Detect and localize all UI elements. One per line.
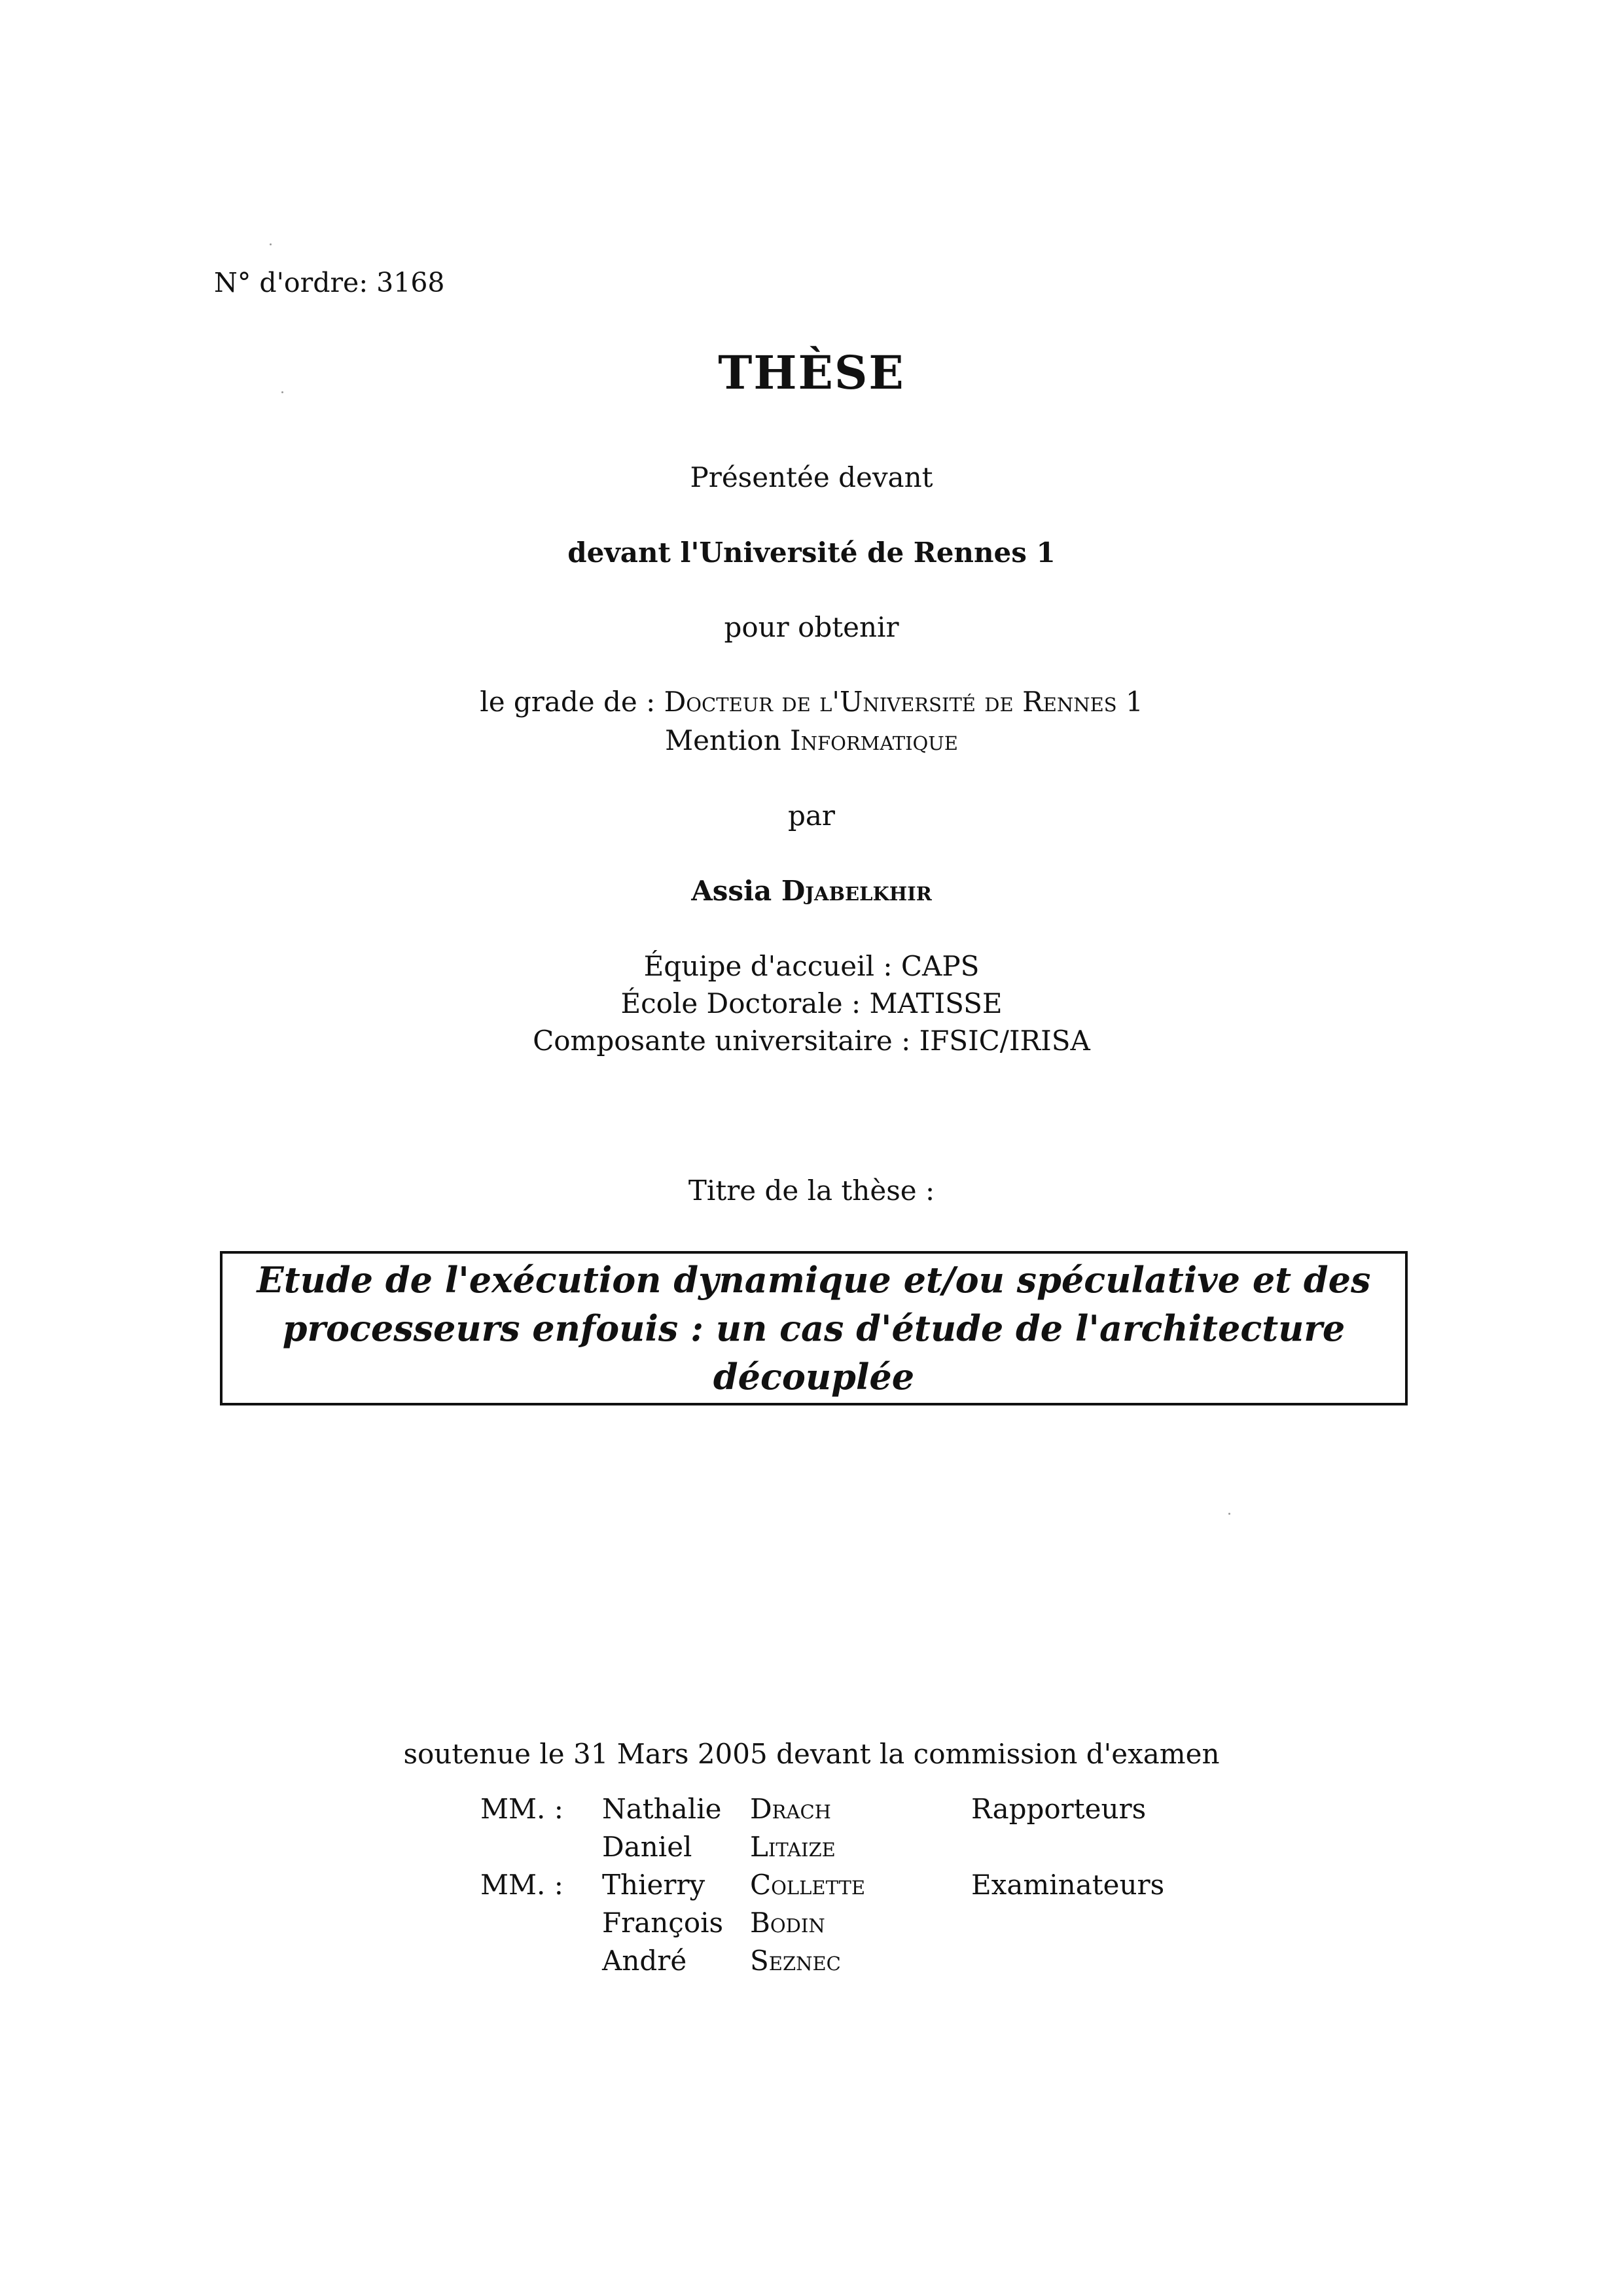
team-line: Équipe d'accueil : CAPS — [643, 950, 980, 982]
defense-date-line: soutenue le 31 Mars 2005 devant la commission d'examen — [403, 1738, 1220, 1770]
thesis-title-line-1: Etude de l'exécution dynamique et/ou spéculative et des — [257, 1259, 1371, 1301]
grade-value: Docteur de l'Université de Rennes 1 — [664, 686, 1143, 718]
jury-role: Rapporteurs — [971, 1793, 1147, 1825]
table-row — [480, 1869, 1164, 1907]
jury-first-name: Nathalie — [602, 1793, 722, 1825]
jury-role — [971, 1907, 1164, 1945]
author-first-name: Assia — [691, 875, 772, 907]
jury-prefix — [480, 1945, 602, 1983]
table-row — [480, 1945, 1164, 1983]
jury-table — [480, 1793, 1164, 1983]
jury-first-name: Daniel — [602, 1831, 692, 1863]
component-line: Composante universitaire : IFSIC/IRISA — [533, 1025, 1090, 1057]
order-number: N° d'ordre: 3168 — [214, 267, 445, 298]
thesis-title-line-3: découplée — [713, 1356, 915, 1398]
page-title: THÈSE — [718, 345, 905, 400]
jury-role — [971, 1945, 1164, 1983]
table-row — [480, 1793, 1164, 1831]
jury-role — [971, 1831, 1164, 1869]
school-line: École Doctorale : MATISSE — [620, 987, 1003, 1019]
scan-speck — [270, 243, 272, 245]
author-last-name: Djabelkhir — [781, 875, 932, 907]
thesis-title — [245, 1256, 1383, 1401]
thesis-title-line-2: processeurs enfouis : un cas d'étude de l'architecture — [282, 1307, 1346, 1349]
par-line: par — [787, 800, 835, 832]
thesis-title-box — [220, 1251, 1408, 1405]
jury-first-name: André — [602, 1945, 687, 1977]
jury-last-name: Bodin — [750, 1907, 825, 1939]
grade-line — [0, 686, 1623, 718]
jury-prefix — [480, 1831, 602, 1869]
jury-first-name: Thierry — [602, 1869, 705, 1901]
jury-last-name: Collette — [750, 1869, 865, 1901]
scan-speck — [1228, 1513, 1230, 1515]
jury-prefix — [480, 1907, 602, 1945]
jury-prefix: MM. : — [480, 1869, 563, 1901]
jury-first-name: François — [602, 1907, 724, 1939]
table-row — [480, 1831, 1164, 1869]
jury-last-name: Drach — [750, 1793, 831, 1825]
grade-prefix: le grade de : — [480, 686, 664, 718]
author-line — [0, 875, 1623, 907]
table-row — [480, 1907, 1164, 1945]
jury-role: Examinateurs — [971, 1869, 1165, 1901]
obtain-line: pour obtenir — [724, 611, 899, 643]
jury-prefix: MM. : — [480, 1793, 563, 1825]
mention-value: Informatique — [789, 724, 958, 756]
jury-last-name: Litaize — [750, 1831, 836, 1863]
mention-prefix: Mention — [665, 724, 790, 756]
thesis-title-label: Titre de la thèse : — [688, 1174, 935, 1207]
mention-line — [0, 724, 1623, 756]
presented-line: Présentée devant — [690, 461, 933, 493]
university-line: devant l'Université de Rennes 1 — [567, 537, 1056, 569]
jury-last-name: Seznec — [750, 1945, 841, 1977]
